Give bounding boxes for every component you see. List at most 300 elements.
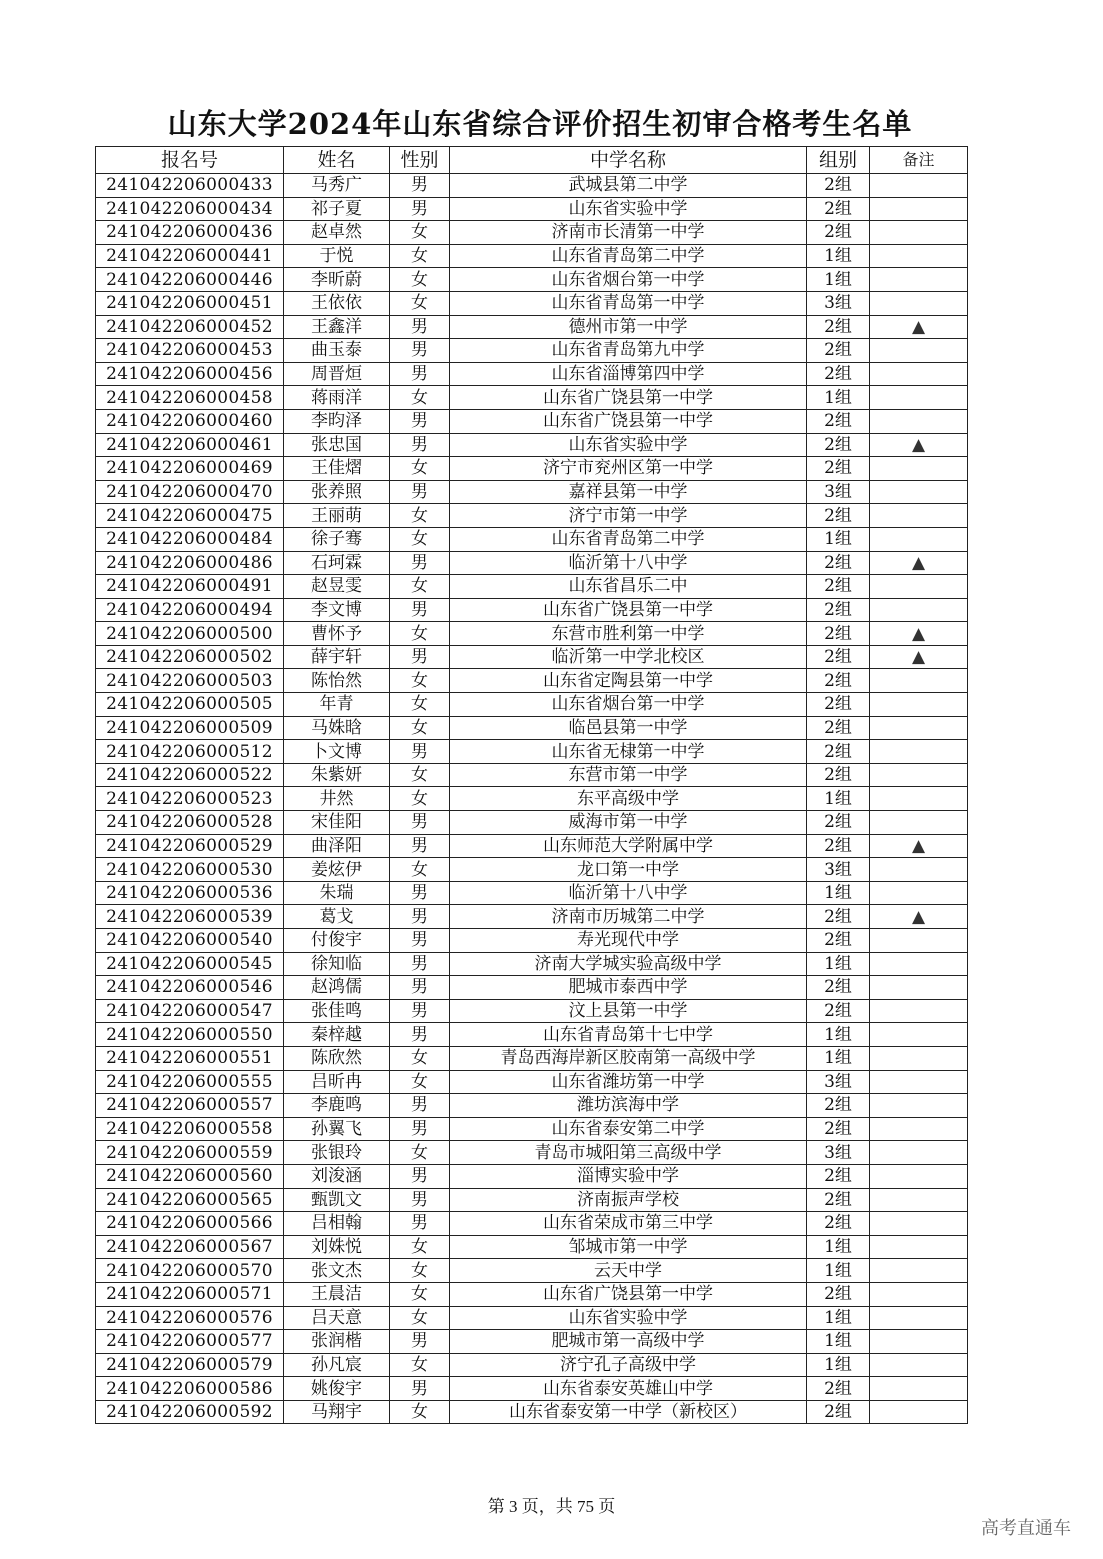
cell-school: 肥城市泰西中学 bbox=[450, 976, 807, 1000]
cell-school: 济宁市兖州区第一中学 bbox=[450, 457, 807, 481]
cell-reg-no: 241042206000530 bbox=[96, 858, 284, 882]
cell-gender: 女 bbox=[390, 268, 450, 292]
cell-group: 2组 bbox=[807, 1117, 870, 1141]
cell-note bbox=[870, 291, 968, 315]
cell-reg-no: 241042206000456 bbox=[96, 362, 284, 386]
cell-gender: 男 bbox=[390, 976, 450, 1000]
cell-reg-no: 241042206000458 bbox=[96, 386, 284, 410]
cell-note: ▲ bbox=[870, 551, 968, 575]
cell-group: 1组 bbox=[807, 881, 870, 905]
cell-gender: 男 bbox=[390, 645, 450, 669]
cell-group: 1组 bbox=[807, 952, 870, 976]
cell-school: 东营市第一中学 bbox=[450, 763, 807, 787]
table-row bbox=[96, 1377, 968, 1401]
cell-gender: 男 bbox=[390, 881, 450, 905]
cell-note bbox=[870, 457, 968, 481]
cell-name: 张润楷 bbox=[284, 1330, 390, 1354]
table-row bbox=[96, 1188, 968, 1212]
cell-note bbox=[870, 716, 968, 740]
cell-gender: 女 bbox=[390, 221, 450, 245]
table-row bbox=[96, 244, 968, 268]
cell-note bbox=[870, 1377, 968, 1401]
cell-group: 2组 bbox=[807, 174, 870, 198]
cell-school: 山东省青岛第一中学 bbox=[450, 291, 807, 315]
cell-gender: 女 bbox=[390, 291, 450, 315]
cell-school: 济南振声学校 bbox=[450, 1188, 807, 1212]
cell-reg-no: 241042206000453 bbox=[96, 339, 284, 363]
cell-gender: 男 bbox=[390, 1212, 450, 1236]
cell-note bbox=[870, 504, 968, 528]
cell-reg-no: 241042206000452 bbox=[96, 315, 284, 339]
cell-reg-no: 241042206000470 bbox=[96, 480, 284, 504]
cell-note bbox=[870, 1282, 968, 1306]
cell-group: 2组 bbox=[807, 1094, 870, 1118]
cell-school: 山东省烟台第一中学 bbox=[450, 268, 807, 292]
cell-name: 姚俊宇 bbox=[284, 1377, 390, 1401]
cell-reg-no: 241042206000536 bbox=[96, 881, 284, 905]
table-row bbox=[96, 881, 968, 905]
cell-reg-no: 241042206000484 bbox=[96, 527, 284, 551]
cell-name: 付俊宇 bbox=[284, 929, 390, 953]
cell-gender: 女 bbox=[390, 716, 450, 740]
table-row bbox=[96, 1046, 968, 1070]
cell-school: 山东省泰安英雄山中学 bbox=[450, 1377, 807, 1401]
table-row bbox=[96, 339, 968, 363]
cell-note bbox=[870, 197, 968, 221]
cell-gender: 女 bbox=[390, 622, 450, 646]
cell-school: 德州市第一中学 bbox=[450, 315, 807, 339]
cell-group: 2组 bbox=[807, 315, 870, 339]
cell-school: 山东省青岛第二中学 bbox=[450, 244, 807, 268]
cell-school: 济南市长清第一中学 bbox=[450, 221, 807, 245]
cell-group: 2组 bbox=[807, 811, 870, 835]
cell-name: 赵昱雯 bbox=[284, 575, 390, 599]
cell-note bbox=[870, 598, 968, 622]
cell-name: 王依依 bbox=[284, 291, 390, 315]
cell-reg-no: 241042206000509 bbox=[96, 716, 284, 740]
cell-school: 山东省无棣第一中学 bbox=[450, 740, 807, 764]
cell-note: ▲ bbox=[870, 315, 968, 339]
table-row bbox=[96, 716, 968, 740]
cell-group: 1组 bbox=[807, 268, 870, 292]
document-title: 山东大学2024年山东省综合评价招生初审合格考生名单 bbox=[167, 107, 913, 141]
cell-name: 马秀广 bbox=[284, 174, 390, 198]
cell-reg-no: 241042206000512 bbox=[96, 740, 284, 764]
cell-name: 张佳鸣 bbox=[284, 999, 390, 1023]
cell-reg-no: 241042206000567 bbox=[96, 1235, 284, 1259]
cell-school: 山东省潍坊第一中学 bbox=[450, 1070, 807, 1094]
cell-school: 东营市胜利第一中学 bbox=[450, 622, 807, 646]
table-row bbox=[96, 763, 968, 787]
cell-reg-no: 241042206000441 bbox=[96, 244, 284, 268]
table-row bbox=[96, 386, 968, 410]
cell-gender: 男 bbox=[390, 740, 450, 764]
cell-school: 山东省青岛第十七中学 bbox=[450, 1023, 807, 1047]
cell-name: 李鹿鸣 bbox=[284, 1094, 390, 1118]
cell-reg-no: 241042206000451 bbox=[96, 291, 284, 315]
cell-name: 卜文博 bbox=[284, 740, 390, 764]
cell-note bbox=[870, 527, 968, 551]
cell-group: 2组 bbox=[807, 1282, 870, 1306]
cell-note bbox=[870, 174, 968, 198]
cell-name: 井然 bbox=[284, 787, 390, 811]
cell-school: 山东省青岛第九中学 bbox=[450, 339, 807, 363]
cell-school: 寿光现代中学 bbox=[450, 929, 807, 953]
table-row bbox=[96, 645, 968, 669]
cell-group: 3组 bbox=[807, 1141, 870, 1165]
cell-gender: 女 bbox=[390, 244, 450, 268]
cell-gender: 女 bbox=[390, 527, 450, 551]
cell-school: 山东师范大学附属中学 bbox=[450, 834, 807, 858]
cell-note bbox=[870, 763, 968, 787]
cell-group: 2组 bbox=[807, 999, 870, 1023]
cell-name: 赵卓然 bbox=[284, 221, 390, 245]
cell-school: 山东省广饶县第一中学 bbox=[450, 386, 807, 410]
cell-name: 于悦 bbox=[284, 244, 390, 268]
cell-name: 宋佳阳 bbox=[284, 811, 390, 835]
cell-group: 3组 bbox=[807, 291, 870, 315]
cell-gender: 女 bbox=[390, 1282, 450, 1306]
header-group: 组别 bbox=[807, 147, 870, 174]
table-row bbox=[96, 1023, 968, 1047]
table-row bbox=[96, 693, 968, 717]
table-row bbox=[96, 433, 968, 457]
table-row bbox=[96, 834, 968, 858]
cell-gender: 女 bbox=[390, 457, 450, 481]
cell-school: 临沂第一中学北校区 bbox=[450, 645, 807, 669]
cell-note bbox=[870, 1259, 968, 1283]
cell-name: 刘姝悦 bbox=[284, 1235, 390, 1259]
cell-note bbox=[870, 1141, 968, 1165]
cell-reg-no: 241042206000494 bbox=[96, 598, 284, 622]
cell-name: 孙翼飞 bbox=[284, 1117, 390, 1141]
cell-note bbox=[870, 1046, 968, 1070]
cell-reg-no: 241042206000460 bbox=[96, 409, 284, 433]
cell-name: 薛宇轩 bbox=[284, 645, 390, 669]
cell-name: 张忠国 bbox=[284, 433, 390, 457]
table-row bbox=[96, 480, 968, 504]
cell-reg-no: 241042206000576 bbox=[96, 1306, 284, 1330]
cell-reg-no: 241042206000570 bbox=[96, 1259, 284, 1283]
table-row bbox=[96, 1212, 968, 1236]
table-row bbox=[96, 409, 968, 433]
table-row bbox=[96, 575, 968, 599]
cell-school: 云天中学 bbox=[450, 1259, 807, 1283]
cell-name: 徐子骞 bbox=[284, 527, 390, 551]
table-row bbox=[96, 1164, 968, 1188]
cell-gender: 男 bbox=[390, 811, 450, 835]
cell-gender: 男 bbox=[390, 1330, 450, 1354]
cell-group: 2组 bbox=[807, 763, 870, 787]
cell-group: 2组 bbox=[807, 976, 870, 1000]
cell-name: 王丽萌 bbox=[284, 504, 390, 528]
cell-reg-no: 241042206000571 bbox=[96, 1282, 284, 1306]
cell-gender: 男 bbox=[390, 999, 450, 1023]
cell-reg-no: 241042206000475 bbox=[96, 504, 284, 528]
cell-gender: 男 bbox=[390, 1117, 450, 1141]
cell-gender: 男 bbox=[390, 362, 450, 386]
cell-reg-no: 241042206000540 bbox=[96, 929, 284, 953]
cell-group: 1组 bbox=[807, 244, 870, 268]
table-row bbox=[96, 362, 968, 386]
cell-gender: 男 bbox=[390, 1023, 450, 1047]
cell-note: ▲ bbox=[870, 905, 968, 929]
table-row bbox=[96, 787, 968, 811]
cell-reg-no: 241042206000461 bbox=[96, 433, 284, 457]
cell-group: 3组 bbox=[807, 480, 870, 504]
cell-gender: 女 bbox=[390, 763, 450, 787]
cell-reg-no: 241042206000523 bbox=[96, 787, 284, 811]
cell-gender: 女 bbox=[390, 1046, 450, 1070]
cell-reg-no: 241042206000586 bbox=[96, 1377, 284, 1401]
cell-note bbox=[870, 221, 968, 245]
table-row bbox=[96, 1094, 968, 1118]
cell-group: 2组 bbox=[807, 905, 870, 929]
cell-name: 李文博 bbox=[284, 598, 390, 622]
cell-group: 2组 bbox=[807, 716, 870, 740]
table-row bbox=[96, 197, 968, 221]
cell-school: 威海市第一中学 bbox=[450, 811, 807, 835]
cell-name: 王鑫洋 bbox=[284, 315, 390, 339]
cell-name: 朱紫妍 bbox=[284, 763, 390, 787]
cell-reg-no: 241042206000436 bbox=[96, 221, 284, 245]
cell-school: 山东省实验中学 bbox=[450, 433, 807, 457]
cell-school: 济宁市第一中学 bbox=[450, 504, 807, 528]
cell-note bbox=[870, 1400, 968, 1424]
cell-name: 王晨洁 bbox=[284, 1282, 390, 1306]
table-row bbox=[96, 929, 968, 953]
cell-note bbox=[870, 1023, 968, 1047]
cell-school: 青岛西海岸新区胶南第一高级中学 bbox=[450, 1046, 807, 1070]
cell-reg-no: 241042206000505 bbox=[96, 693, 284, 717]
header-school: 中学名称 bbox=[450, 147, 807, 174]
candidate-table bbox=[95, 146, 968, 1424]
cell-reg-no: 241042206000545 bbox=[96, 952, 284, 976]
cell-school: 济宁孔子高级中学 bbox=[450, 1353, 807, 1377]
cell-name: 葛戈 bbox=[284, 905, 390, 929]
cell-note bbox=[870, 1353, 968, 1377]
cell-group: 2组 bbox=[807, 622, 870, 646]
cell-name: 孙凡宸 bbox=[284, 1353, 390, 1377]
cell-group: 2组 bbox=[807, 929, 870, 953]
cell-name: 蒋雨洋 bbox=[284, 386, 390, 410]
watermark: 高考直通车 bbox=[981, 1518, 1071, 1539]
table-row bbox=[96, 952, 968, 976]
cell-gender: 男 bbox=[390, 598, 450, 622]
cell-name: 甄凯文 bbox=[284, 1188, 390, 1212]
cell-school: 山东省广饶县第一中学 bbox=[450, 409, 807, 433]
cell-note bbox=[870, 409, 968, 433]
cell-gender: 男 bbox=[390, 174, 450, 198]
cell-note bbox=[870, 244, 968, 268]
cell-school: 济南大学城实验高级中学 bbox=[450, 952, 807, 976]
cell-group: 2组 bbox=[807, 1400, 870, 1424]
header-gender: 性别 bbox=[390, 147, 450, 174]
cell-reg-no: 241042206000469 bbox=[96, 457, 284, 481]
cell-gender: 男 bbox=[390, 952, 450, 976]
cell-note bbox=[870, 787, 968, 811]
cell-reg-no: 241042206000579 bbox=[96, 1353, 284, 1377]
cell-school: 山东省广饶县第一中学 bbox=[450, 1282, 807, 1306]
table-row bbox=[96, 457, 968, 481]
cell-school: 淄博实验中学 bbox=[450, 1164, 807, 1188]
cell-name: 吕昕冉 bbox=[284, 1070, 390, 1094]
cell-school: 东平高级中学 bbox=[450, 787, 807, 811]
cell-school: 邹城市第一中学 bbox=[450, 1235, 807, 1259]
cell-gender: 女 bbox=[390, 1306, 450, 1330]
table-row bbox=[96, 1306, 968, 1330]
cell-reg-no: 241042206000577 bbox=[96, 1330, 284, 1354]
cell-group: 2组 bbox=[807, 221, 870, 245]
table-row bbox=[96, 527, 968, 551]
cell-school: 济南市历城第二中学 bbox=[450, 905, 807, 929]
cell-gender: 女 bbox=[390, 1070, 450, 1094]
cell-school: 潍坊滨海中学 bbox=[450, 1094, 807, 1118]
cell-gender: 女 bbox=[390, 693, 450, 717]
cell-group: 2组 bbox=[807, 551, 870, 575]
header-note: 备注 bbox=[870, 147, 968, 174]
cell-school: 临沂第十八中学 bbox=[450, 881, 807, 905]
cell-name: 徐知临 bbox=[284, 952, 390, 976]
table-row bbox=[96, 1117, 968, 1141]
cell-school: 山东省定陶县第一中学 bbox=[450, 669, 807, 693]
cell-gender: 女 bbox=[390, 504, 450, 528]
cell-school: 龙口第一中学 bbox=[450, 858, 807, 882]
cell-gender: 男 bbox=[390, 905, 450, 929]
table-row bbox=[96, 221, 968, 245]
cell-reg-no: 241042206000560 bbox=[96, 1164, 284, 1188]
cell-group: 1组 bbox=[807, 1235, 870, 1259]
cell-name: 赵鸿儒 bbox=[284, 976, 390, 1000]
cell-reg-no: 241042206000550 bbox=[96, 1023, 284, 1047]
cell-group: 1组 bbox=[807, 1353, 870, 1377]
cell-name: 马翔宇 bbox=[284, 1400, 390, 1424]
cell-note bbox=[870, 1330, 968, 1354]
cell-group: 1组 bbox=[807, 1046, 870, 1070]
cell-group: 3组 bbox=[807, 1070, 870, 1094]
cell-name: 王佳熠 bbox=[284, 457, 390, 481]
cell-name: 秦梓越 bbox=[284, 1023, 390, 1047]
cell-group: 2组 bbox=[807, 1212, 870, 1236]
cell-note: ▲ bbox=[870, 433, 968, 457]
cell-note bbox=[870, 480, 968, 504]
cell-gender: 男 bbox=[390, 834, 450, 858]
cell-gender: 女 bbox=[390, 1400, 450, 1424]
table-row bbox=[96, 858, 968, 882]
cell-group: 2组 bbox=[807, 645, 870, 669]
cell-gender: 男 bbox=[390, 197, 450, 221]
cell-group: 2组 bbox=[807, 693, 870, 717]
cell-gender: 男 bbox=[390, 433, 450, 457]
cell-gender: 男 bbox=[390, 409, 450, 433]
cell-group: 2组 bbox=[807, 504, 870, 528]
cell-group: 2组 bbox=[807, 834, 870, 858]
cell-note bbox=[870, 881, 968, 905]
cell-reg-no: 241042206000522 bbox=[96, 763, 284, 787]
cell-group: 2组 bbox=[807, 1377, 870, 1401]
cell-school: 嘉祥县第一中学 bbox=[450, 480, 807, 504]
table-row bbox=[96, 740, 968, 764]
cell-name: 张银玲 bbox=[284, 1141, 390, 1165]
cell-school: 山东省泰安第二中学 bbox=[450, 1117, 807, 1141]
cell-school: 山东省烟台第一中学 bbox=[450, 693, 807, 717]
header-reg-no: 报名号 bbox=[96, 147, 284, 174]
cell-gender: 男 bbox=[390, 339, 450, 363]
cell-school: 青岛市城阳第三高级中学 bbox=[450, 1141, 807, 1165]
cell-note bbox=[870, 669, 968, 693]
cell-group: 1组 bbox=[807, 1259, 870, 1283]
table-row bbox=[96, 905, 968, 929]
cell-school: 临邑县第一中学 bbox=[450, 716, 807, 740]
cell-note bbox=[870, 1235, 968, 1259]
cell-name: 曹怀予 bbox=[284, 622, 390, 646]
cell-group: 2组 bbox=[807, 598, 870, 622]
cell-note bbox=[870, 386, 968, 410]
table-row bbox=[96, 315, 968, 339]
cell-note bbox=[870, 1094, 968, 1118]
cell-name: 石珂霖 bbox=[284, 551, 390, 575]
page-footer: 第 3 页，共 75 页 bbox=[487, 1497, 616, 1516]
cell-note bbox=[870, 693, 968, 717]
cell-group: 2组 bbox=[807, 197, 870, 221]
table-row bbox=[96, 551, 968, 575]
cell-school: 汶上县第一中学 bbox=[450, 999, 807, 1023]
cell-group: 2组 bbox=[807, 409, 870, 433]
cell-name: 姜炫伊 bbox=[284, 858, 390, 882]
table-row bbox=[96, 1282, 968, 1306]
table-row bbox=[96, 1259, 968, 1283]
cell-name: 刘浚涵 bbox=[284, 1164, 390, 1188]
cell-group: 1组 bbox=[807, 787, 870, 811]
cell-group: 2组 bbox=[807, 433, 870, 457]
cell-school: 山东省青岛第二中学 bbox=[450, 527, 807, 551]
cell-reg-no: 241042206000500 bbox=[96, 622, 284, 646]
cell-reg-no: 241042206000529 bbox=[96, 834, 284, 858]
table-row bbox=[96, 1141, 968, 1165]
table-row bbox=[96, 1353, 968, 1377]
cell-gender: 女 bbox=[390, 858, 450, 882]
cell-name: 周晋烜 bbox=[284, 362, 390, 386]
cell-group: 2组 bbox=[807, 575, 870, 599]
cell-reg-no: 241042206000491 bbox=[96, 575, 284, 599]
cell-group: 1组 bbox=[807, 1306, 870, 1330]
table-row bbox=[96, 1235, 968, 1259]
cell-school: 山东省淄博第四中学 bbox=[450, 362, 807, 386]
cell-reg-no: 241042206000539 bbox=[96, 905, 284, 929]
cell-group: 2组 bbox=[807, 339, 870, 363]
table-header-row bbox=[96, 147, 968, 174]
cell-note bbox=[870, 1070, 968, 1094]
cell-note bbox=[870, 1117, 968, 1141]
cell-name: 朱瑞 bbox=[284, 881, 390, 905]
table-row bbox=[96, 598, 968, 622]
table-row bbox=[96, 669, 968, 693]
cell-gender: 女 bbox=[390, 787, 450, 811]
cell-name: 曲玉泰 bbox=[284, 339, 390, 363]
cell-group: 2组 bbox=[807, 1164, 870, 1188]
cell-gender: 男 bbox=[390, 1377, 450, 1401]
cell-gender: 女 bbox=[390, 1259, 450, 1283]
cell-note: ▲ bbox=[870, 645, 968, 669]
table-row bbox=[96, 1330, 968, 1354]
cell-note bbox=[870, 1164, 968, 1188]
cell-name: 张文杰 bbox=[284, 1259, 390, 1283]
table-row bbox=[96, 1400, 968, 1424]
cell-school: 临沂第十八中学 bbox=[450, 551, 807, 575]
cell-note bbox=[870, 929, 968, 953]
cell-group: 2组 bbox=[807, 740, 870, 764]
cell-note: ▲ bbox=[870, 622, 968, 646]
